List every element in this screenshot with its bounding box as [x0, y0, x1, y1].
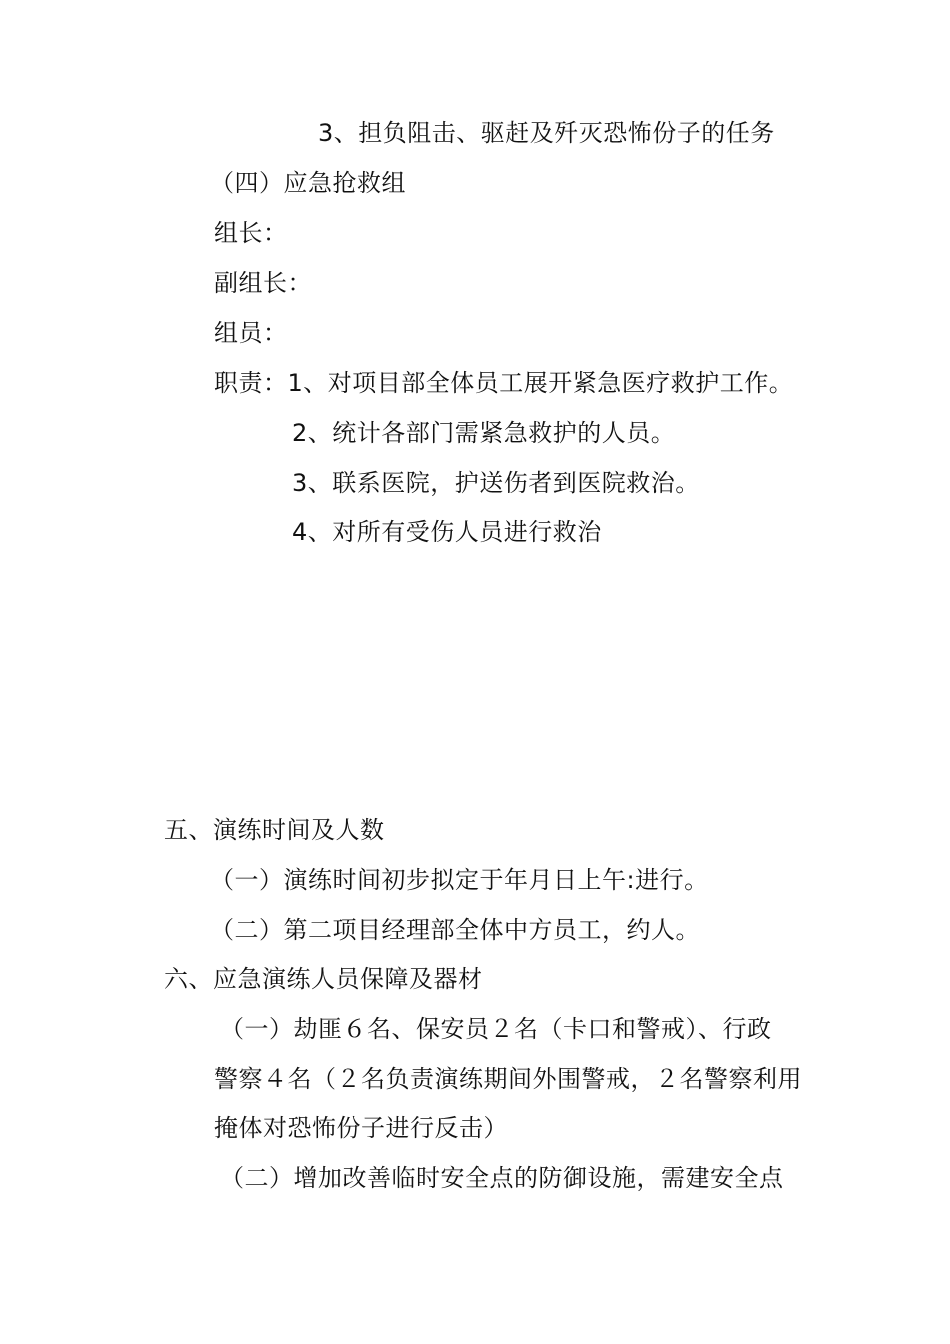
section-heading-emergency-rescue-group: （四）应急抢救组: [210, 169, 406, 197]
equipment-paragraph-line-1: （二）增加改善临时安全点的防御设施，需建安全点: [220, 1164, 784, 1192]
drill-personnel-item: （二）第二项目经理部全体中方员工，约人。: [210, 916, 700, 944]
task-item-3: 3、担负阻击、驱赶及歼灭恐怖份子的任务: [318, 119, 775, 147]
drill-time-item: （一）演练时间初步拟定于年月日上午:进行。: [210, 866, 709, 894]
duty-item-2: 2、统计各部门需紧急救护的人员。: [292, 419, 676, 447]
group-leader-label: 组长：: [214, 219, 288, 247]
group-members-label: 组员：: [214, 319, 288, 347]
duty-item-1: 职责：1、对项目部全体员工展开紧急医疗救护工作。: [214, 369, 794, 397]
personnel-paragraph-line-3: 掩体对恐怖份子进行反击）: [214, 1114, 508, 1142]
deputy-leader-label: 副组长：: [214, 269, 312, 297]
duty-item-4: 4、对所有受伤人员进行救治: [292, 518, 602, 546]
personnel-paragraph-line-1: （一）劫匪６名、保安员２名（卡口和警戒）、行政: [220, 1015, 772, 1043]
section-heading-6: 六、应急演练人员保障及器材: [164, 965, 483, 993]
duty-item-3: 3、联系医院，护送伤者到医院救治。: [292, 469, 700, 497]
personnel-paragraph-line-2: 警察４名（２名负责演练期间外围警戒，２名警察利用: [214, 1065, 802, 1093]
section-heading-5: 五、演练时间及人数: [164, 816, 385, 844]
